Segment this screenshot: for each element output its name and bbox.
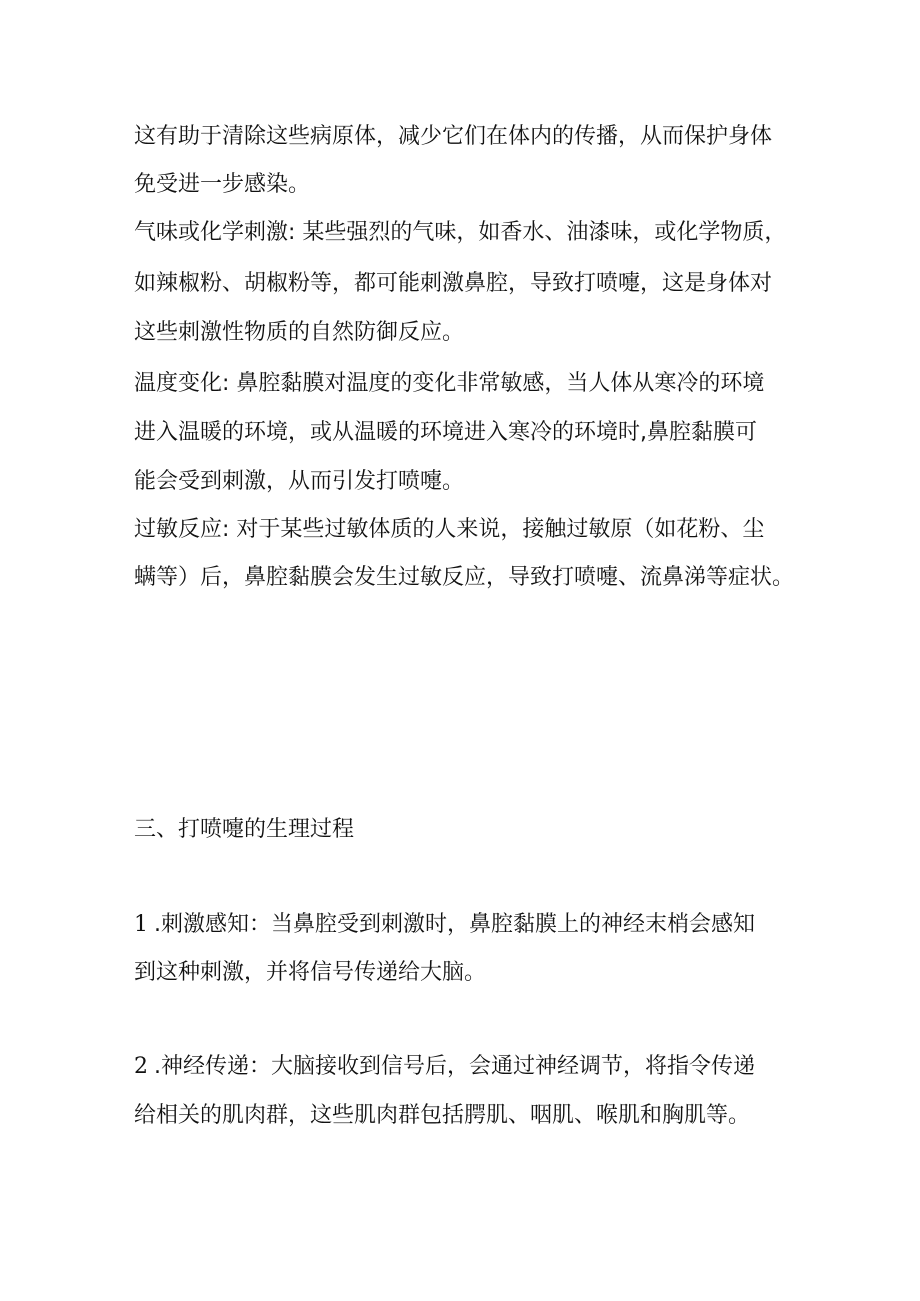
step-1-text: .刺激感知：当鼻腔受到刺激时，鼻腔黏膜上的神经末梢会感知 [154, 912, 755, 937]
step-2-text: .神经传递：大脑接收到信号后，会通过神经调节，将指令传递 [154, 1054, 755, 1079]
paragraph-2-line-2: 如辣椒粉、胡椒粉等，都可能刺激鼻腔，导致打喷嚏，这是身体对 [134, 271, 773, 296]
paragraph-1-line-2: 免受进一步感染。 [134, 172, 311, 197]
paragraph-3-line-3: 能会受到刺激，从而引发打喷嚏。 [134, 469, 465, 494]
paragraph-3-line-1: 温度变化: 鼻腔黏膜对温度的变化非常敏感，当人体从寒冷的环境 [134, 371, 765, 396]
step-1-line-2: 到这种刺激，并将信号传递给大脑。 [134, 960, 487, 985]
step-2-line-1 [134, 1052, 755, 1082]
paragraph-4-line-1: 过敏反应: 对于某些过敏体质的人来说，接触过敏原（如花粉、尘 [134, 517, 765, 542]
paragraph-1-line-1: 这有助于清除这些病原体，减少它们在体内的传播，从而保护身体 [134, 124, 773, 149]
paragraph-2-line-1: 气味或化学刺激: 某些强烈的气味，如香水、油漆味，或化学物质， [134, 220, 787, 245]
paragraph-2-line-3: 这些刺激性物质的自然防御反应。 [134, 320, 465, 345]
section-heading: 三、打喷嚏的生理过程 [134, 817, 355, 842]
step-1-line-1 [134, 910, 755, 940]
paragraph-3-line-2: 进入温暖的环境，或从温暖的环境进入寒冷的环境时,鼻腔黏膜可 [134, 420, 757, 445]
step-2-line-2: 给相关的肌肉群，这些肌肉群包括腭肌、咽肌、喉肌和胸肌等。 [134, 1103, 751, 1128]
step-1-number: 1 [134, 912, 148, 937]
step-2-number: 2 [134, 1054, 148, 1079]
paragraph-4-line-2: 螨等）后，鼻腔黏膜会发生过敏反应，导致打喷嚏、流鼻涕等症状。 [134, 565, 795, 590]
